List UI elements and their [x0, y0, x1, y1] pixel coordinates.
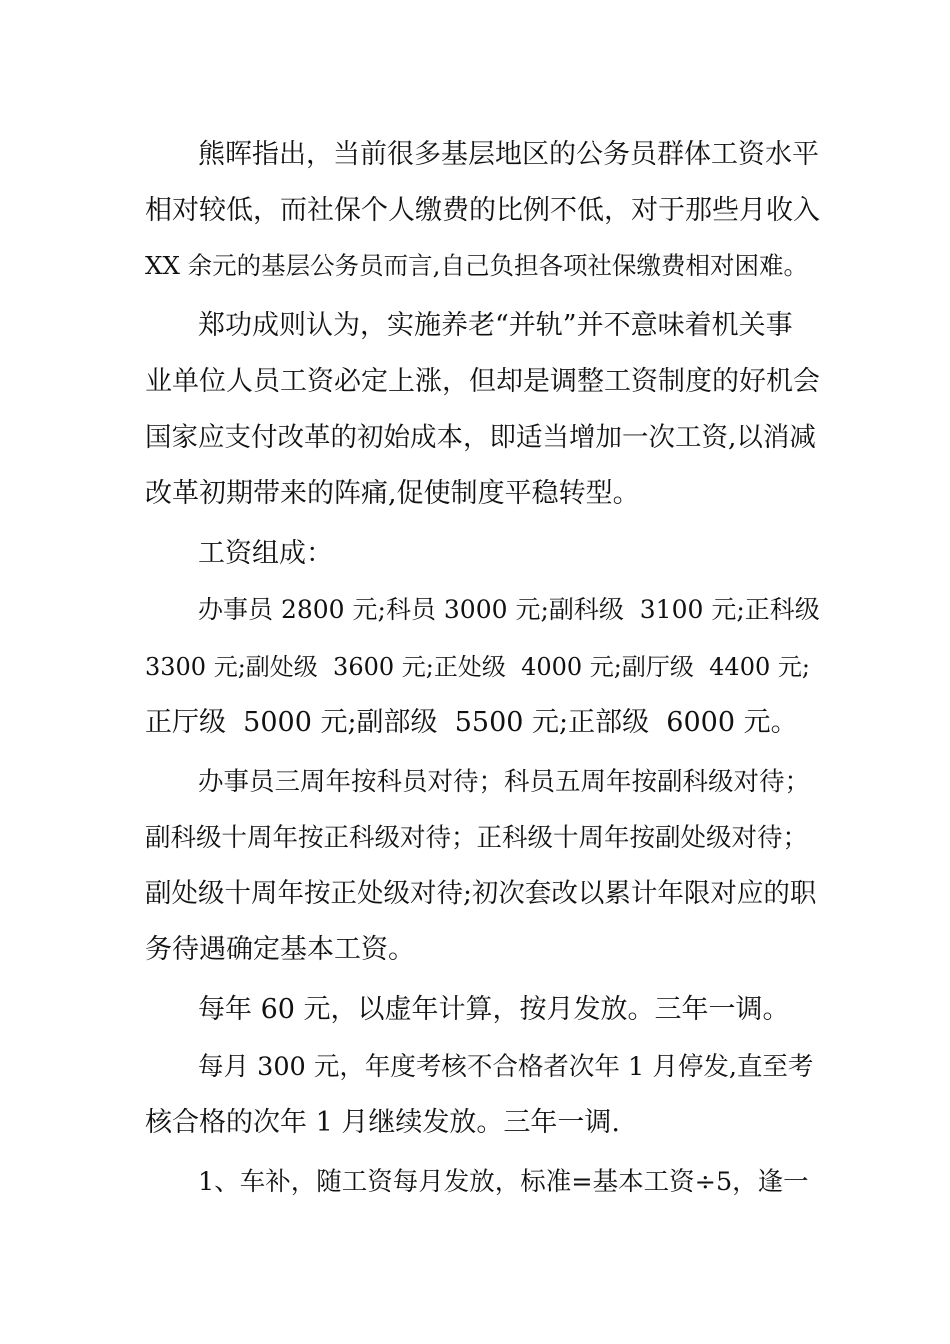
- paragraph-4-line-4: 务待遇确定基本工资。: [145, 934, 415, 965]
- section-heading-salary-composition: 工资组成：: [198, 538, 333, 569]
- paragraph-2-line-3: 国家应支付改革的初始成本，即适当增加一次工资,以消减: [145, 422, 816, 453]
- paragraph-5-line-1: 每年 60 元，以虚年计算，按月发放。三年一调。: [198, 994, 790, 1025]
- paragraph-4-line-1: 办事员三周年按科员对待；科员五周年按副科级对待；: [198, 767, 811, 797]
- paragraph-6-line-2: 核合格的次年 1 月继续发放。三年一调.: [145, 1107, 620, 1138]
- paragraph-2-line-1: 郑功成则认为，实施养老“并轨”并不意味着机关事: [198, 310, 793, 341]
- paragraph-1-line-1: 熊晖指出，当前很多基层地区的公务员群体工资水平: [198, 139, 819, 170]
- paragraph-4-line-3: 副处级十周年按正处级对待;初次套改以累计年限对应的职: [145, 878, 817, 909]
- paragraph-3-line-1: 办事员 2800 元;科员 3000 元;副科级 3100 元;正科级: [198, 595, 820, 624]
- paragraph-2-line-4: 改革初期带来的阵痛,促使制度平稳转型。: [145, 478, 640, 509]
- paragraph-3-line-2: 3300 元;副处级 3600 元;正处级 4000 元;副厅级 4400 元;: [145, 653, 810, 681]
- paragraph-1-line-3: XX 余元的基层公务员而言,自己负担各项社保缴费相对困难。: [145, 251, 808, 280]
- paragraph-2-line-2: 业单位人员工资必定上涨，但却是调整工资制度的好机会: [145, 366, 820, 397]
- paragraph-1-line-2: 相对较低，而社保个人缴费的比例不低，对于那些月收入: [145, 195, 820, 226]
- paragraph-3-line-3: 正厅级 5000 元;副部级 5500 元;正部级 6000 元。: [145, 707, 798, 738]
- paragraph-4-line-2: 副科级十周年按正科级对待；正科级十周年按副处级对待；: [145, 823, 809, 853]
- paragraph-7-line-1: 1、车补，随工资每月发放，标准=基本工资÷5，逢一: [198, 1167, 809, 1197]
- paragraph-6-line-1: 每月 300 元，年度考核不合格者次年 1 月停发,直至考: [198, 1052, 814, 1082]
